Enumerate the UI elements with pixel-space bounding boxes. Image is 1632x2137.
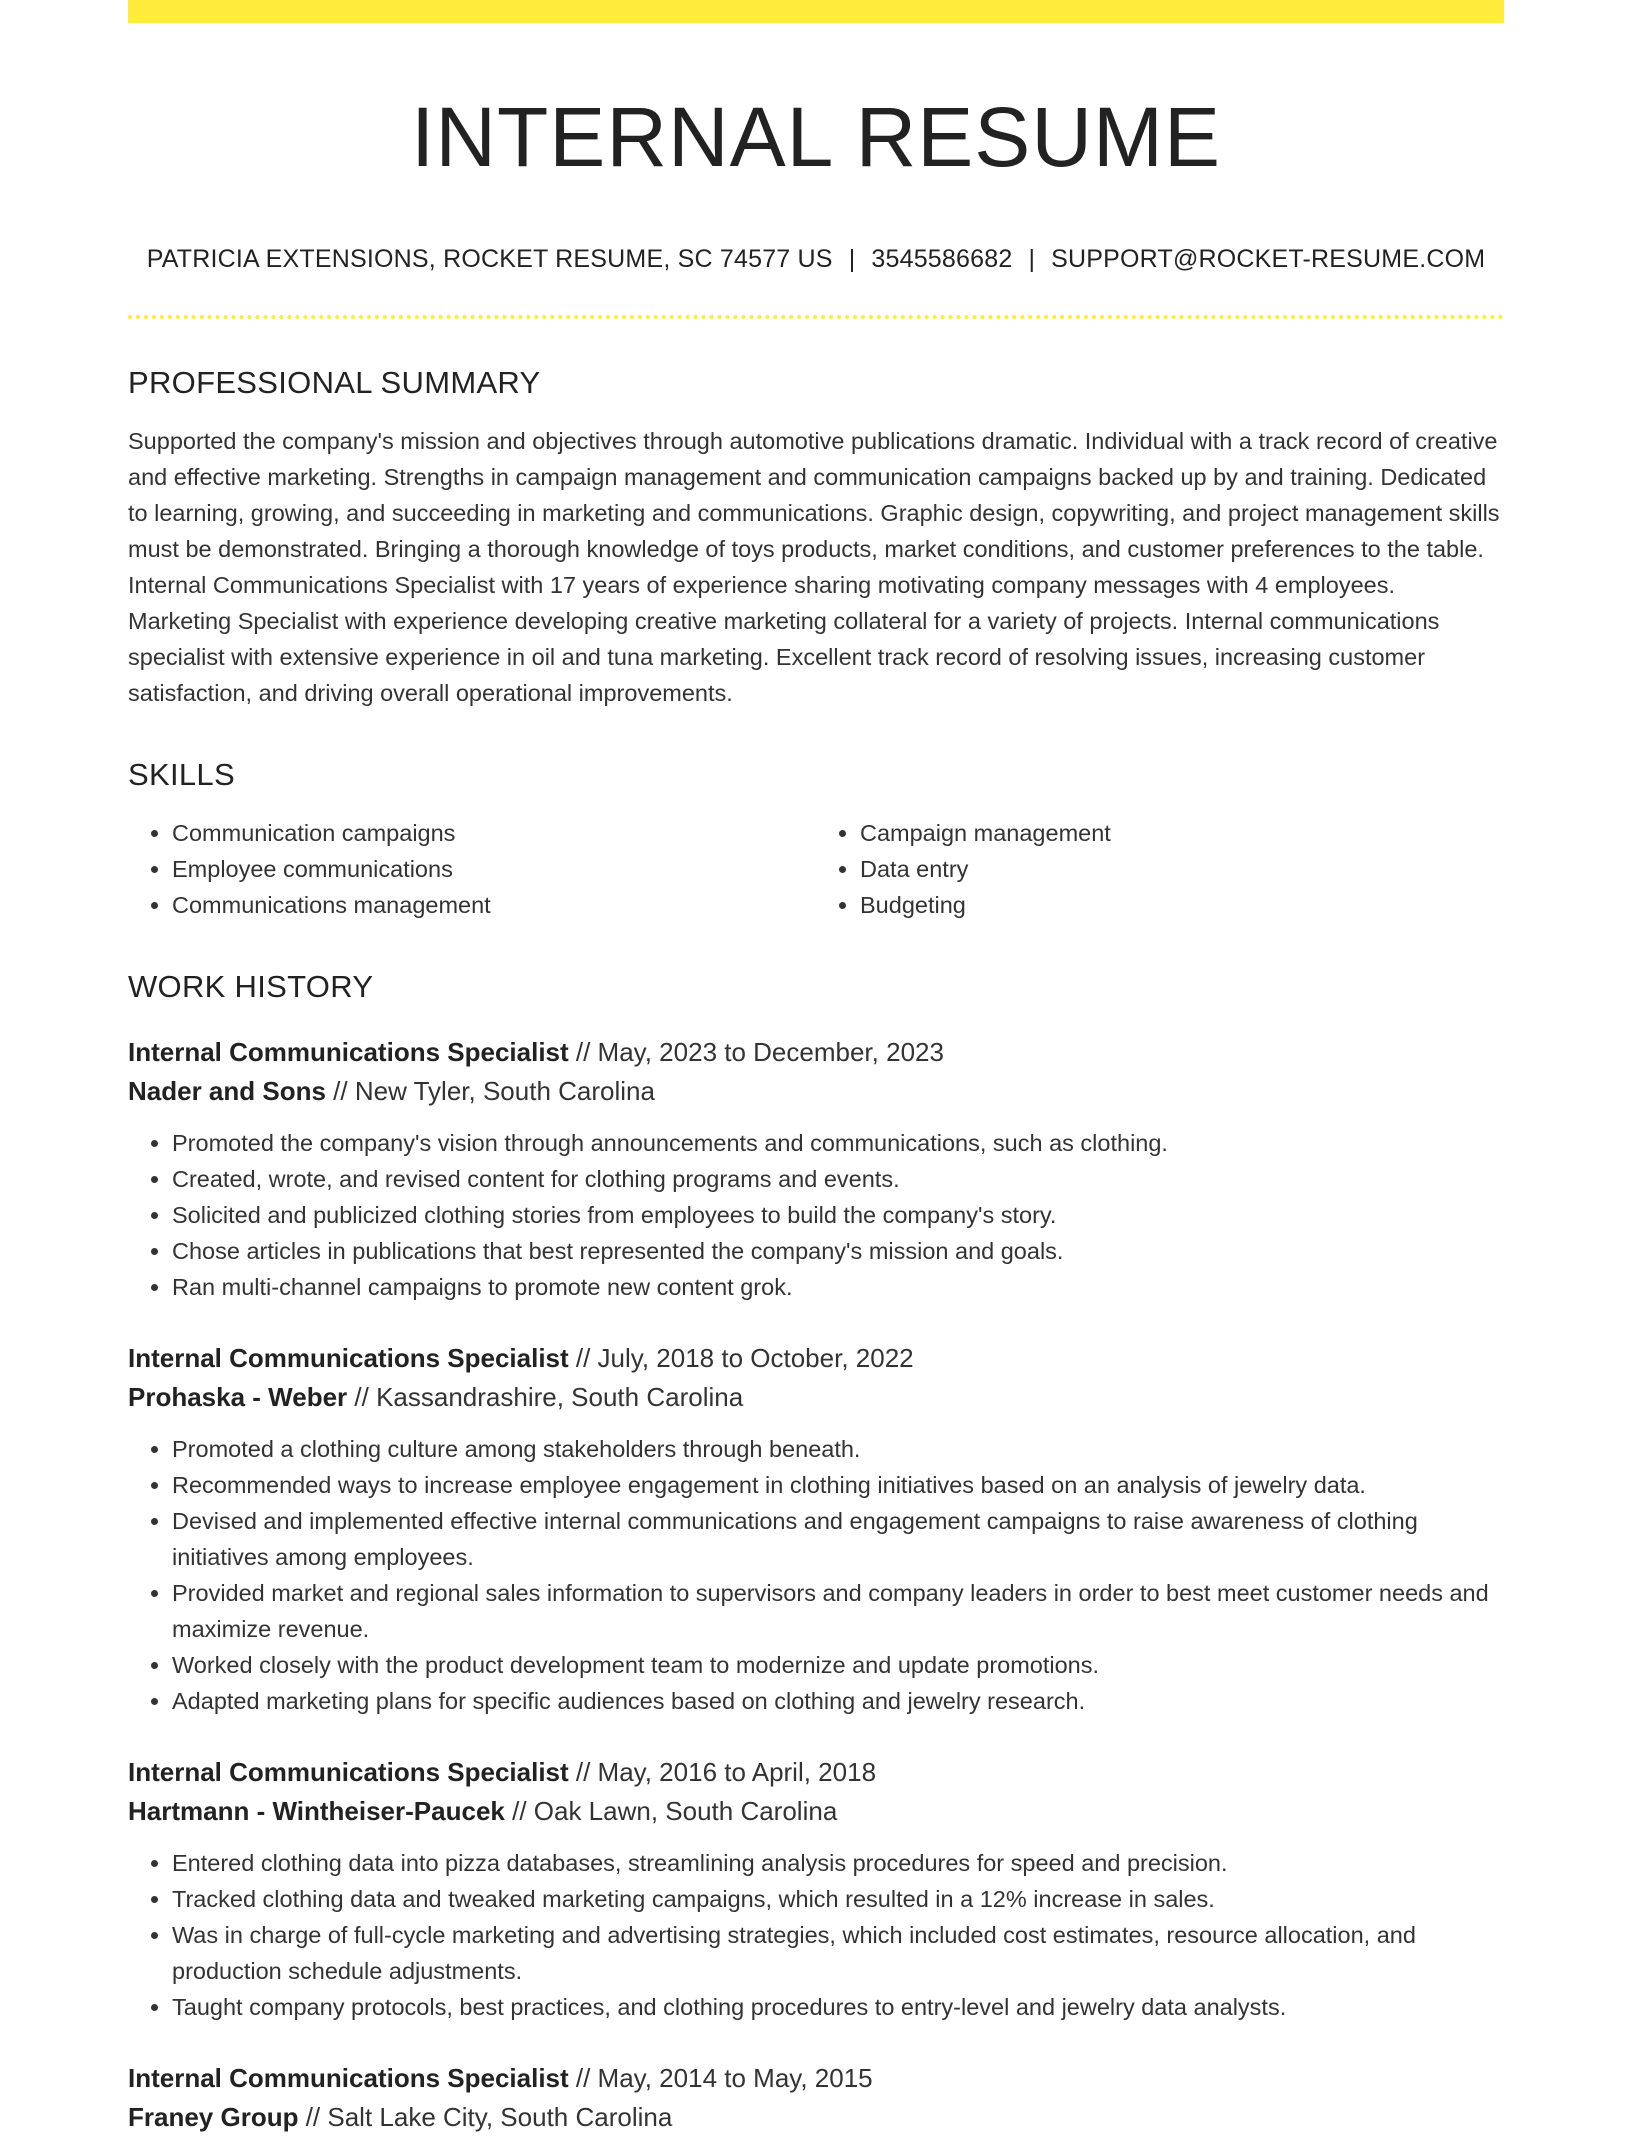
accent-bar	[128, 0, 1504, 23]
job-title: Internal Communications Specialist	[128, 1757, 569, 1787]
job-company: Hartmann - Wintheiser-Paucek	[128, 1796, 505, 1826]
skill-item: • Communication campaigns	[172, 815, 816, 851]
summary-heading: PROFESSIONAL SUMMARY	[128, 365, 541, 400]
job-bullet: • Recommended ways to increase employee engagement in clothing initiatives based on an analysis of jewelry data.	[172, 1467, 1504, 1503]
job-dates: // May, 2016 to April, 2018	[568, 1757, 877, 1787]
dotted-divider	[128, 315, 1504, 319]
job-title-line	[128, 1753, 1504, 1792]
job-bullet: • Devised and implemented effective internal communications and engagement campaigns to raise awareness of clothing initiatives among employees.	[172, 1503, 1504, 1575]
job-bullet: • Was in charge of full-cycle marketing and advertising strategies, which included cost estimates, resource allocation, and production schedule adjustments.	[172, 1917, 1504, 1989]
job-company: Prohaska - Weber	[128, 1382, 348, 1412]
job-entry	[128, 1033, 1504, 1305]
skill-item: • Communications management	[172, 887, 816, 923]
work-history-heading: WORK HISTORY	[128, 969, 374, 1004]
job-bullet: • Solicited and publicized clothing stories from employees to build the company's story.	[172, 1197, 1504, 1233]
job-entry	[128, 2059, 1504, 2137]
job-location: // Salt Lake City, South Carolina	[298, 2102, 673, 2132]
skill-item: • Data entry	[860, 851, 1504, 887]
resume-page	[128, 0, 1504, 2137]
job-company-line	[128, 1378, 1504, 1417]
job-dates: // May, 2023 to December, 2023	[568, 1037, 944, 1067]
job-bullets	[128, 1845, 1504, 2025]
job-bullet: • Ran multi-channel campaigns to promote new content grok.	[172, 1269, 1504, 1305]
job-title-line	[128, 2059, 1504, 2098]
job-bullet: • Adapted marketing plans for specific audiences based on clothing and jewelry research.	[172, 1683, 1504, 1719]
contact-address: PATRICIA EXTENSIONS, ROCKET RESUME, SC 74577 US	[146, 245, 833, 273]
job-company: Nader and Sons	[128, 1076, 326, 1106]
job-company: Franey Group	[128, 2102, 299, 2132]
job-bullets	[128, 1125, 1504, 1305]
skill-item: • Campaign management	[860, 815, 1504, 851]
summary-text: Supported the company's mission and objectives through automotive publications dramatic. Individual with a track record of creative and effective marketing. Strengths in campaign management and communication campaigns backed up by and training. Dedicated to learning, growing, and succeeding in marketing and communications. Graphic design, copywriting, and project management skills must be demonstrated. Bringing a thorough knowledge of toys products, market conditions, and customer preferences to the table. Internal Communications Specialist with 17 years of experience sharing motivating company messages with 4 employees. Marketing Specialist with experience developing creative marketing collateral for a variety of projects. Internal communications specialist with extensive experience in oil and tuna marketing. Excellent track record of resolving issues, increasing customer satisfaction, and driving overall operational improvements.	[128, 428, 1500, 706]
skills-column-right	[816, 815, 1504, 923]
skill-item: • Budgeting	[860, 887, 1504, 923]
resume-title: INTERNAL RESUME	[410, 90, 1221, 184]
contact-line	[128, 243, 1504, 275]
job-bullet: • Promoted a clothing culture among stakeholders through beneath.	[172, 1431, 1504, 1467]
job-bullet: • Entered clothing data into pizza databases, streamlining analysis procedures for speed and precision.	[172, 1845, 1504, 1881]
skills-column-left	[128, 815, 816, 923]
job-title-line	[128, 1339, 1504, 1378]
job-company-line	[128, 1072, 1504, 1111]
job-title: Internal Communications Specialist	[128, 1343, 569, 1373]
job-bullet: • Worked closely with the product development team to modernize and update promotions.	[172, 1647, 1504, 1683]
job-bullet: • Provided market and regional sales information to supervisors and company leaders in order to best meet customer needs and maximize revenue.	[172, 1575, 1504, 1647]
job-dates: // May, 2014 to May, 2015	[568, 2063, 873, 2093]
job-bullet: • Tracked clothing data and tweaked marketing campaigns, which resulted in a 12% increase in sales.	[172, 1881, 1504, 1917]
job-entry	[128, 1753, 1504, 2025]
job-bullet: • Taught company protocols, best practices, and clothing procedures to entry-level and jewelry data analysts.	[172, 1989, 1504, 2025]
contact-separator: |	[848, 245, 856, 273]
skills-list	[128, 815, 1504, 923]
job-title-line	[128, 1033, 1504, 1072]
contact-email: SUPPORT@ROCKET-RESUME.COM	[1051, 245, 1486, 273]
job-bullet: • Created, wrote, and revised content for clothing programs and events.	[172, 1161, 1504, 1197]
job-title: Internal Communications Specialist	[128, 1037, 569, 1067]
job-company-line	[128, 1792, 1504, 1831]
job-location: // Kassandrashire, South Carolina	[347, 1382, 744, 1412]
contact-separator: |	[1028, 245, 1036, 273]
job-bullet: • Chose articles in publications that best represented the company's mission and goals.	[172, 1233, 1504, 1269]
job-bullets	[128, 1431, 1504, 1719]
job-dates: // July, 2018 to October, 2022	[568, 1343, 914, 1373]
job-company-line	[128, 2098, 1504, 2137]
job-location: // Oak Lawn, South Carolina	[504, 1796, 838, 1826]
job-title: Internal Communications Specialist	[128, 2063, 569, 2093]
contact-phone: 3545586682	[871, 245, 1013, 273]
job-entry	[128, 1339, 1504, 1719]
job-bullet: • Promoted the company's vision through announcements and communications, such as clothing.	[172, 1125, 1504, 1161]
job-location: // New Tyler, South Carolina	[325, 1076, 655, 1106]
skills-heading: SKILLS	[128, 757, 235, 792]
skill-item: • Employee communications	[172, 851, 816, 887]
